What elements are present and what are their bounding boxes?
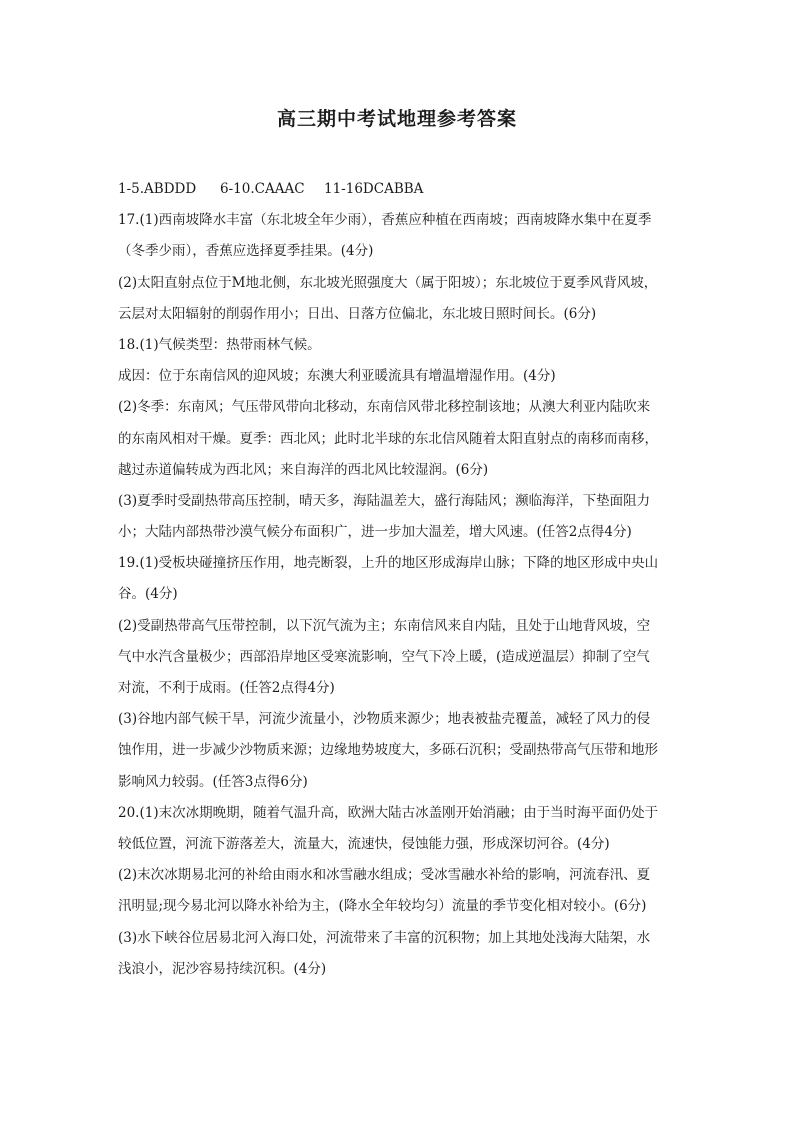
answer-line: 17.(1)西南坡降水丰富（东北坡全年少雨），香蕉应种植在西南坡；西南坡降水集中在夏季 [118,212,652,229]
answer-line: 影响风力较弱。(任答3点得6分) [118,773,308,790]
page-title: 高三期中考试地理参考答案 [276,108,517,130]
answer-line: 云层对太阳辐射的削弱作用小；日出、日落方位偏北，东北坡日照时间长。(6分) [118,305,597,322]
answer-line: 气中水汽含量极少；西部沿岸地区受寒流影响，空气下冷上暖，(造成逆温层）抑制了空气 [118,648,650,665]
answer-line: 18.(1)气候类型：热带雨林气候。 [118,336,321,353]
answer-line: 20.(1)末次冰期晚期，随着气温升高，欧洲大陆古冰盖刚开始消融；由于当时海平面仍处于 [118,804,659,821]
answer-line: 19.(1)受板块碰撞挤压作用，地壳断裂，上升的地区形成海岸山脉；下降的地区形成中央山 [118,555,659,572]
mc-answer-group: 6-10.CAAAC [220,181,305,197]
answer-line: (3)夏季时受副热带高压控制，晴天多，海陆温差大，盛行海陆风；濒临海洋，下垫面阻力 [118,492,651,509]
answer-line: 蚀作用，进一步减少沙物质来源；边缘地势坡度大，多砾石沉积；受副热带高气压带和地形 [118,742,658,759]
answer-line: (3)谷地内部气候干旱，河流少流量小，沙物质来源少；地表被盐壳覆盖，减轻了风力的侵 [118,711,651,728]
multiple-choice-answers [118,174,678,205]
answer-line: (2)冬季：东南风；气压带风带向北移动，东南信风带北移控制该地；从澳大利亚内陆吹来 [118,399,651,416]
answer-line: 较低位置，河流下游落差大，流量大，流速快，侵蚀能力强，形成深切河谷。(4分) [118,835,610,852]
mc-answer-group: 11-16DCABBA [324,181,424,197]
answer-line: 成因：位于东南信风的迎风坡；东澳大利亚暖流具有增温增湿作用。(4分) [118,368,556,385]
answer-line: 小；大陆内部热带沙漠气候分布面积广，进一步加大温差，增大风速。(任答2点得4分) [118,524,632,541]
mc-answer-group: 1-5.ABDDD [118,181,197,197]
answer-line: （冬季少雨），香蕉应选择夏季挂果。(4分) [118,243,374,260]
answer-line: 浅浪小，泥沙容易持续沉积。(4分) [118,960,327,977]
answer-line: 越过赤道偏转成为西北风；来自海洋的西北风比较湿润。(6分) [118,461,489,478]
answer-line: (3)水下峡谷位居易北河入海口处，河流带来了丰富的沉积物；加上其地处浅海大陆架，水 [118,929,651,946]
answer-content [118,174,678,985]
answer-line: (2)太阳直射点位于M地北侧，东北坡光照强度大（属于阳坡）；东北坡位于夏季风背风坡， [118,274,658,291]
answer-line: 对流，不利于成雨。(任答2点得4分) [118,680,335,696]
answer-line: (2)末次冰期易北河的补给由雨水和冰雪融水组成；受冰雪融水补给的影响，河流春汛、夏 [118,867,651,884]
answer-line: 谷。(4分) [118,586,178,603]
answer-line: 汛明显;现今易北河以降水补给为主，(降水全年较均匀）流量的季节变化相对较小。(6分) [118,898,647,915]
answer-line: 的东南风相对干燥。夏季：西北风；此时北半球的东北信风随着太阳直射点的南移而南移， [118,430,658,447]
answer-line: (2)受副热带高气压带控制，以下沉气流为主；东南信风来自内陆，且处于山地背风坡，空 [118,617,651,634]
